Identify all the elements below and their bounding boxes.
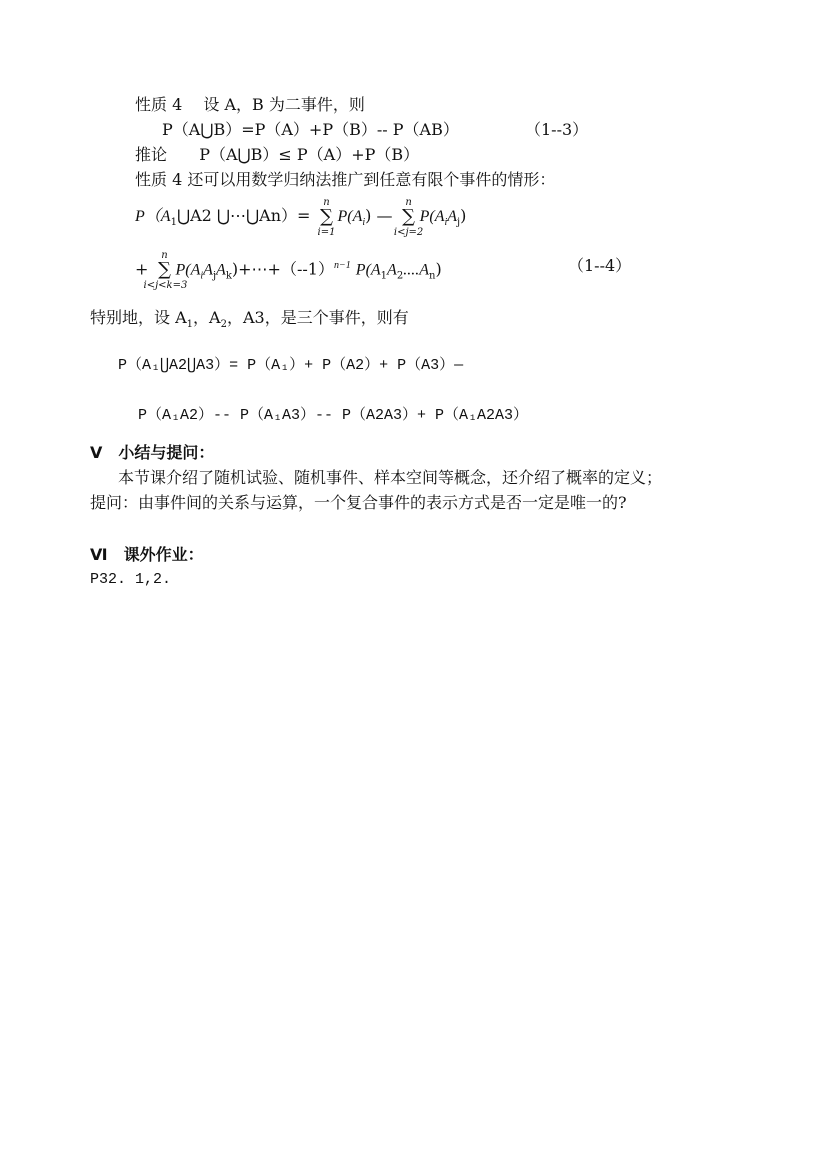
sum-symbol-3: n ∑ i<j<k=3 bbox=[143, 249, 188, 291]
corollary-line bbox=[135, 145, 419, 165]
property-4-formula: P（A⋃B）=P（A）+P（B）-- P（AB） bbox=[162, 120, 459, 139]
sum-symbol-1: n ∑ i=1 bbox=[317, 196, 336, 238]
minus-sign: — bbox=[376, 206, 393, 225]
equation-number-1-3: （1--3） bbox=[525, 120, 589, 139]
section-5-paragraph-2: 提问：由事件间的关系与运算，一个复合事件的表示方式是否一定是唯一的? bbox=[90, 493, 627, 512]
special-formula-line-2: P（A₁A2）-- P（A₁A3）-- P（A2A3）+ P（A₁A2A3） bbox=[138, 407, 529, 424]
special-case-intro: 特别地，设 $A_1$，$A_2$，A3，是三个事件，则有 bbox=[90, 308, 409, 331]
corollary-formula: P（A⋃B）≤ P（A）+P（B） bbox=[199, 145, 420, 164]
sum-symbol-2: n ∑ i<j=2 bbox=[393, 196, 424, 238]
homework-text: P32. 1,2. bbox=[90, 571, 172, 588]
section-5-paragraph-1: 本节课介绍了随机试验、随机事件、样本空间等概念，还介绍了概率的定义； bbox=[118, 468, 663, 487]
general-formula-line-1: $P(A_1⋃A2$ ⋃⋯⋃An）= n ∑ i=1 $P(A_i)$ — n ∑ i<j=2 $P(A_iA_j)$ bbox=[135, 196, 467, 238]
equation-number-1-4: （1--4） bbox=[568, 256, 632, 275]
general-formula-line-2: + n ∑ i<j<k=3 $P(A_iA_jA_k)+\cdots+(--1)^{n-1}$ $P(A_1A_2....A_n)$ bbox=[135, 249, 442, 291]
section-5-title: Ⅴ 小结与提问： bbox=[90, 443, 215, 462]
special-formula-line-1: P（A₁⋃A2⋃A3）= P（A₁）+ P（A2）+ P（A3）— bbox=[118, 357, 464, 374]
section-6-title: Ⅵ 课外作业： bbox=[90, 545, 204, 564]
property-4-statement: 性质 4 设 A，B 为二事件，则 bbox=[135, 95, 365, 114]
property-4-extension: 性质 4 还可以用数学归纳法推广到任意有限个事件的情形： bbox=[135, 170, 556, 189]
corollary-label: 推论 bbox=[135, 145, 168, 164]
